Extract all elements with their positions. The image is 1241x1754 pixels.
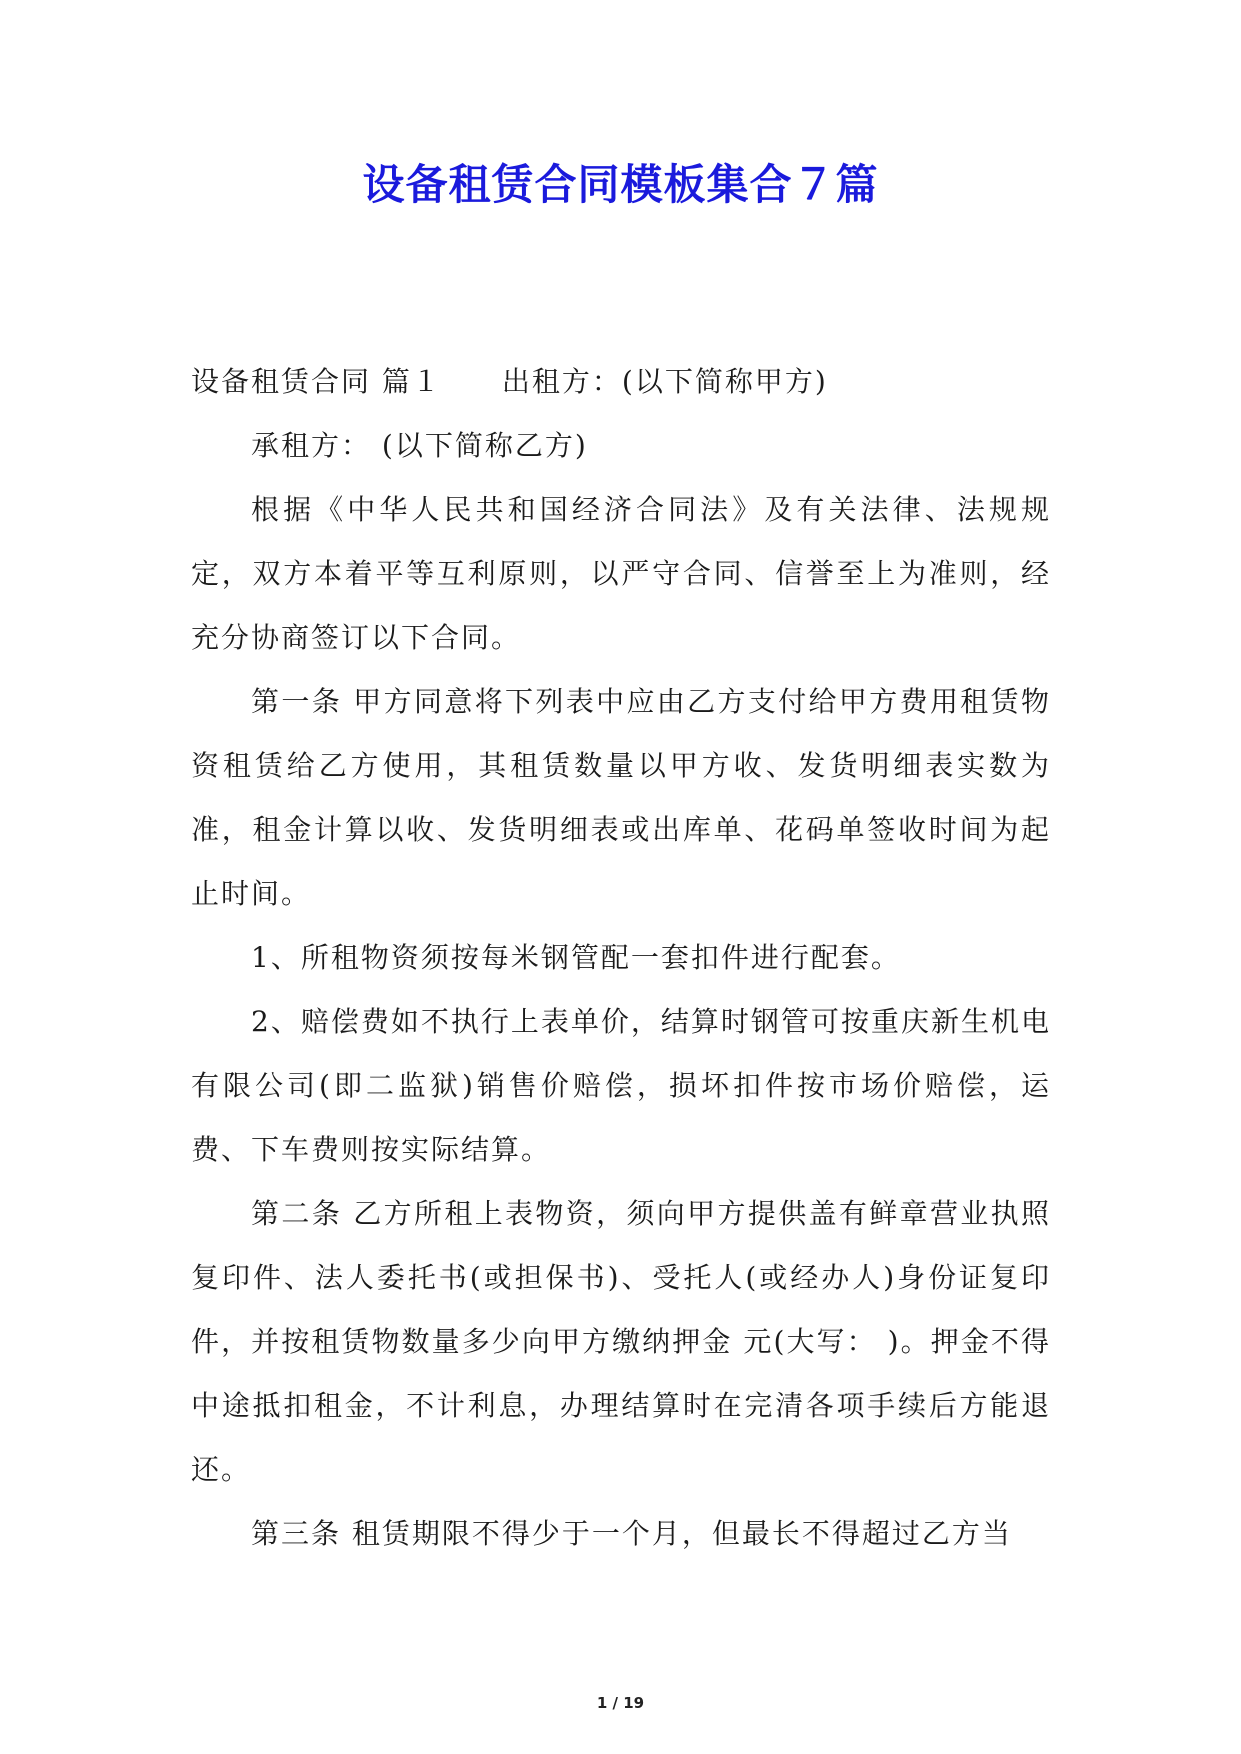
article-1-paragraph: 第一条 甲方同意将下列表中应由乙方支付给甲方费用租赁物资租赁给乙方使用，其租赁数量以甲方收、发货明细表实数为准，租金计算以收、发货明细表或出库单、花码单签收时间为起止时间。 xyxy=(191,685,1051,910)
article-3-paragraph: 第三条 租赁期限不得少于一个月，但最长不得超过乙方当 xyxy=(251,1517,1012,1550)
clause-1-paragraph: 1、所租物资须按每米钢管配一套扣件进行配套。 xyxy=(251,941,901,974)
document-body xyxy=(191,350,1051,1566)
document-title: 设备租赁合同模板集合７篇 xyxy=(362,160,879,209)
contract-heading-line xyxy=(191,350,1051,414)
clause-2-paragraph: 2、赔偿费如不执行上表单价，结算时钢管可按重庆新生机电有限公司(即二监狱)销售价赔偿，损坏扣件按市场价赔偿，运费、下车费则按实际结算。 xyxy=(191,1005,1051,1166)
article-2-paragraph: 第二条 乙方所租上表物资，须向甲方提供盖有鲜章营业执照复印件、法人委托书(或担保书)、受托人(或经办人)身份证复印件，并按租赁物数量多少向甲方缴纳押金 元(大写： )。押金不得中途抵扣租金，不计利息，办理结算时在完清各项手续后方能退还。 xyxy=(191,1197,1051,1486)
lessee-paragraph: 承租方： (以下简称乙方) xyxy=(251,429,588,462)
preamble-paragraph: 根据《中华人民共和国经济合同法》及有关法律、法规规定，双方本着平等互利原则，以严守合同、信誉至上为准则，经充分协商签订以下合同。 xyxy=(191,493,1051,654)
page-number: 1 / 19 xyxy=(596,1694,645,1712)
lessor-label: 出租方：(以下简称甲方) xyxy=(501,365,828,398)
contract-section-heading: 设备租赁合同 篇１ xyxy=(191,365,442,398)
